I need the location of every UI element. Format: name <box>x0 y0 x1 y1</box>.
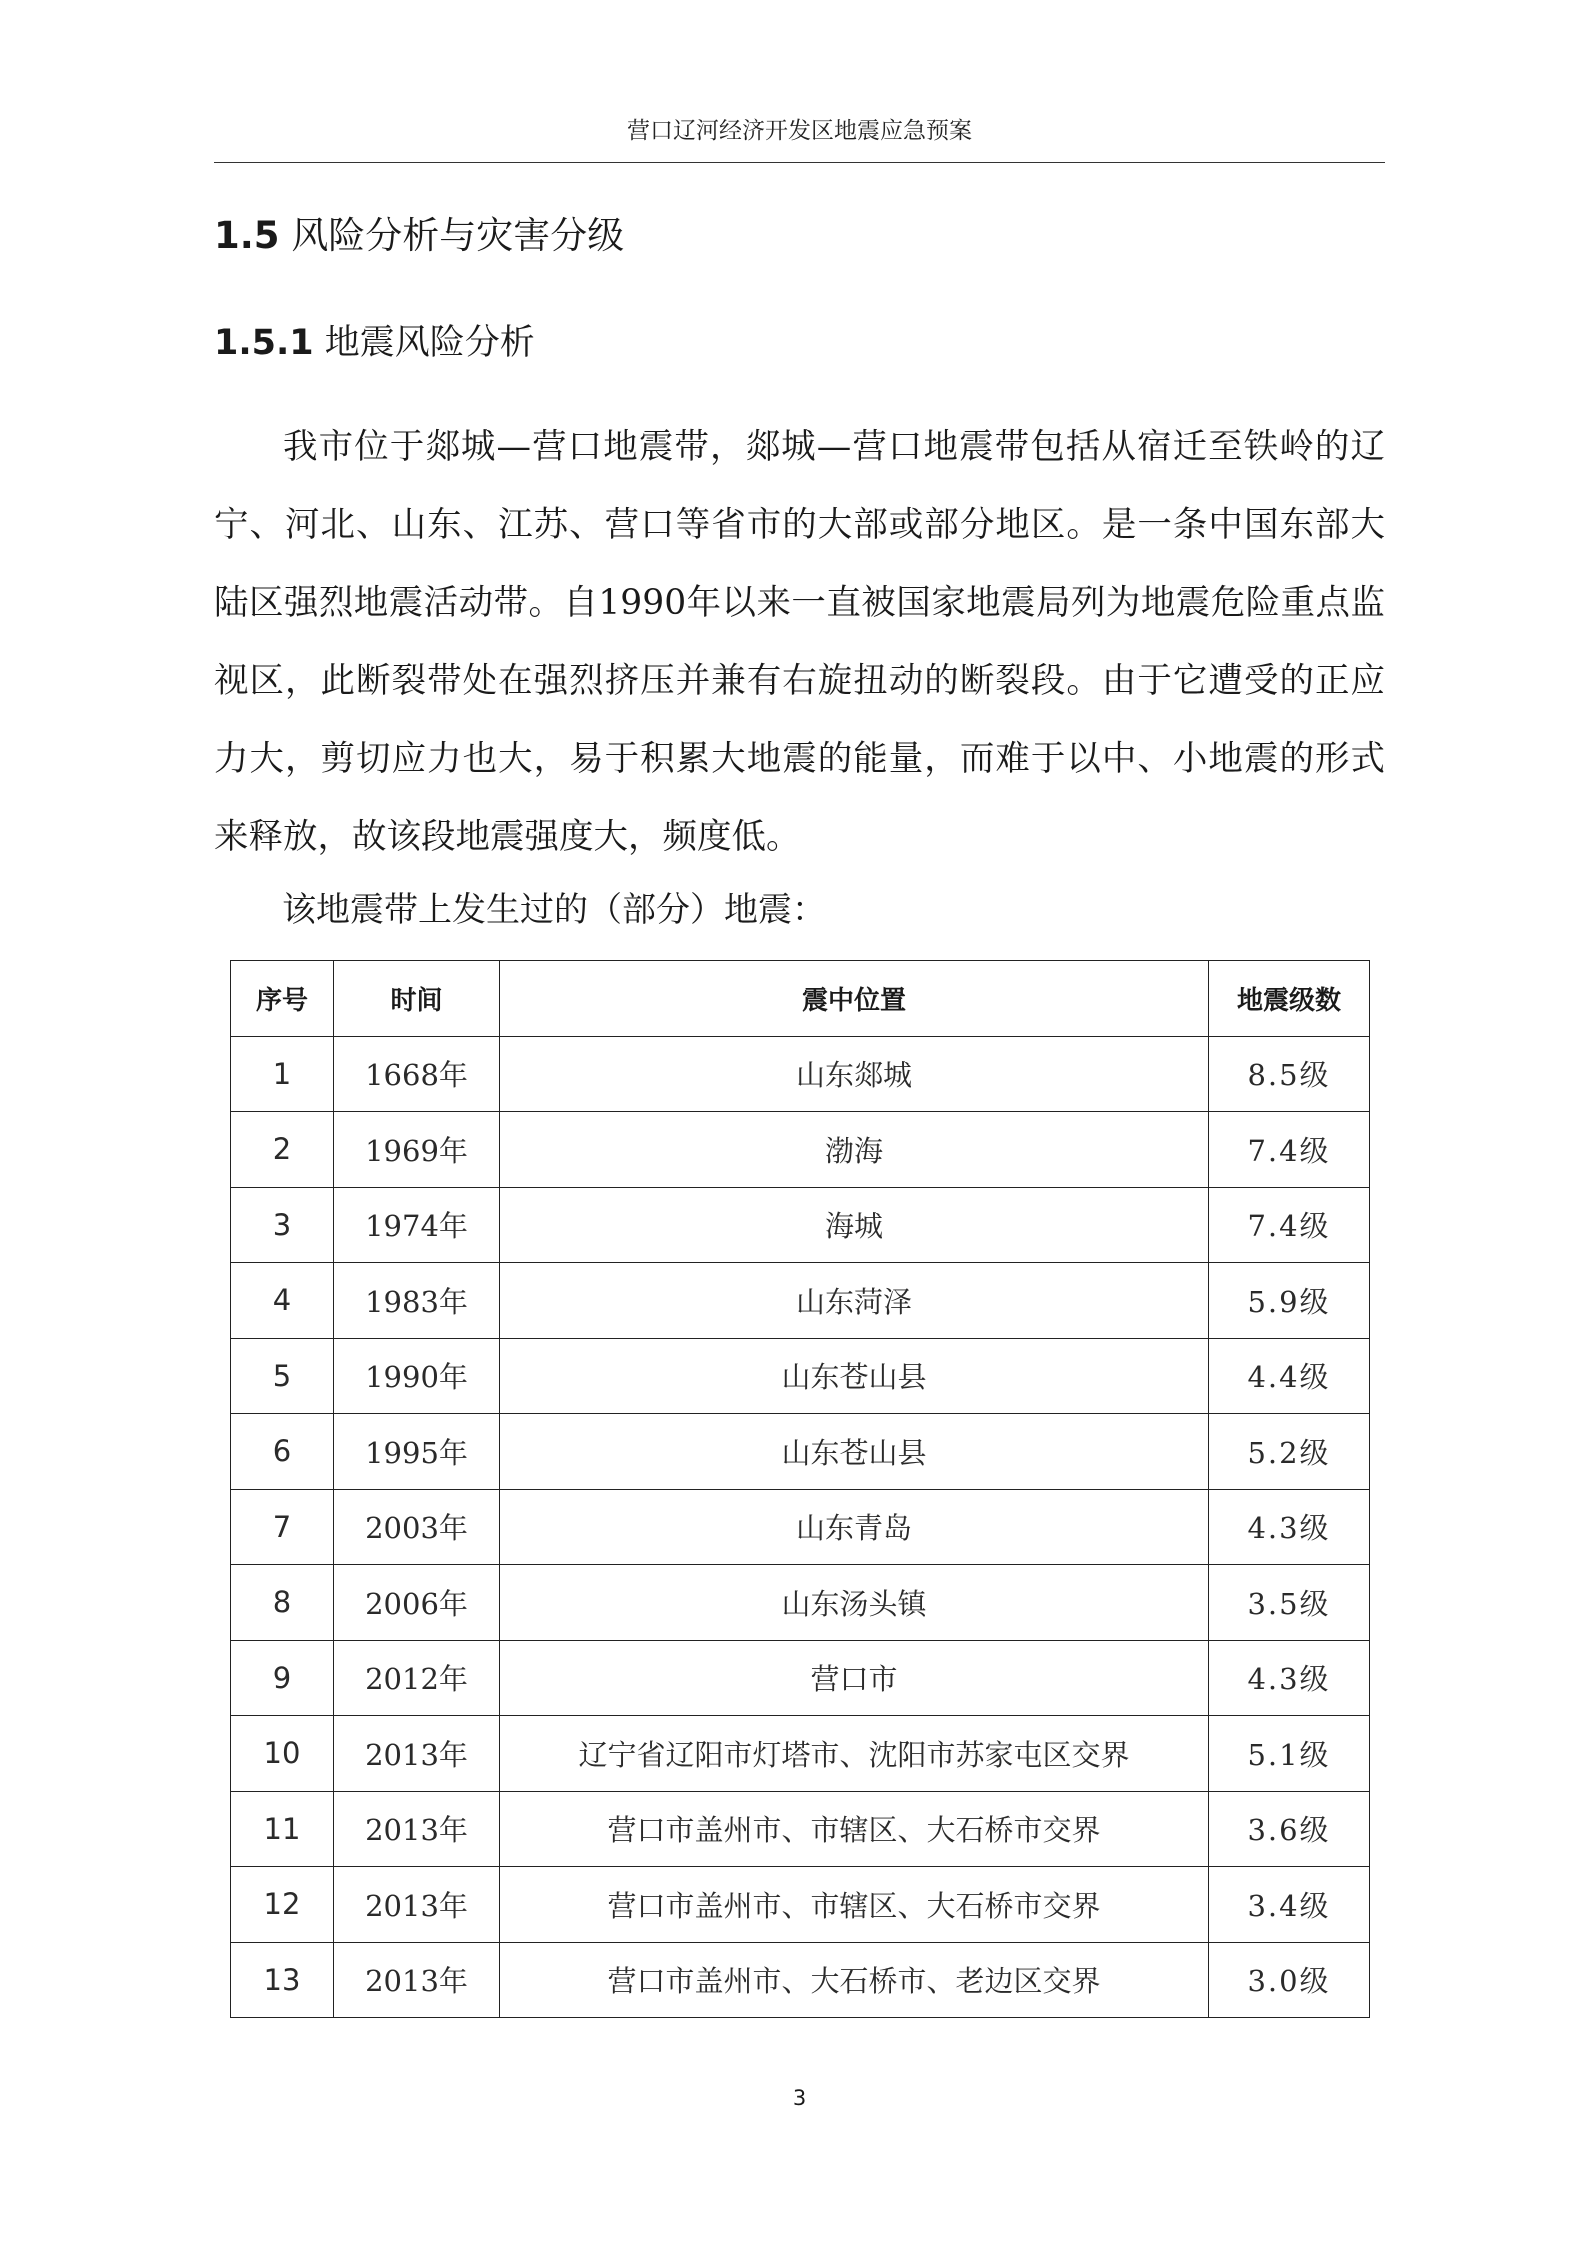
header-divider <box>214 162 1385 163</box>
cell-time: 1995年 <box>334 1414 500 1490</box>
cell-magnitude: 5.1级 <box>1209 1716 1370 1792</box>
cell-time: 2003年 <box>334 1489 500 1565</box>
cell-location: 山东汤头镇 <box>500 1565 1209 1641</box>
cell-seq: 10 <box>231 1716 334 1792</box>
table-header-row <box>231 961 1370 1037</box>
table-row <box>231 1112 1370 1188</box>
subsection-number: 1.5.1 <box>214 323 314 363</box>
cell-location: 山东苍山县 <box>500 1414 1209 1490</box>
cell-seq: 8 <box>231 1565 334 1641</box>
cell-location: 山东青岛 <box>500 1489 1209 1565</box>
section-number: 1.5 <box>214 214 280 257</box>
cell-time: 2013年 <box>334 1942 500 2018</box>
cell-time: 1983年 <box>334 1263 500 1339</box>
cell-location: 山东菏泽 <box>500 1263 1209 1339</box>
table-row <box>231 1716 1370 1792</box>
cell-magnitude: 7.4级 <box>1209 1187 1370 1263</box>
cell-seq: 7 <box>231 1489 334 1565</box>
cell-seq: 6 <box>231 1414 334 1490</box>
cell-time: 1969年 <box>334 1112 500 1188</box>
cell-location: 渤海 <box>500 1112 1209 1188</box>
cell-time: 1990年 <box>334 1338 500 1414</box>
cell-time: 2013年 <box>334 1716 500 1792</box>
cell-seq: 9 <box>231 1640 334 1716</box>
cell-location: 营口市盖州市、市辖区、大石桥市交界 <box>500 1867 1209 1943</box>
cell-location: 营口市盖州市、大石桥市、老边区交界 <box>500 1942 1209 2018</box>
cell-time: 2013年 <box>334 1791 500 1867</box>
cell-seq: 2 <box>231 1112 334 1188</box>
cell-seq: 13 <box>231 1942 334 2018</box>
cell-location: 辽宁省辽阳市灯塔市、沈阳市苏家屯区交界 <box>500 1716 1209 1792</box>
table-row <box>231 1263 1370 1339</box>
cell-location: 山东郯城 <box>500 1036 1209 1112</box>
section-title: 风险分析与灾害分级 <box>291 214 625 257</box>
cell-magnitude: 3.6级 <box>1209 1791 1370 1867</box>
cell-location: 山东苍山县 <box>500 1338 1209 1414</box>
cell-time: 1668年 <box>334 1036 500 1112</box>
table-row <box>231 1414 1370 1490</box>
page-number: 3 <box>792 2086 807 2110</box>
cell-location: 营口市盖州市、市辖区、大石桥市交界 <box>500 1791 1209 1867</box>
cell-magnitude: 5.2级 <box>1209 1414 1370 1490</box>
cell-location: 海城 <box>500 1187 1209 1263</box>
cell-magnitude: 3.0级 <box>1209 1942 1370 2018</box>
cell-seq: 5 <box>231 1338 334 1414</box>
cell-magnitude: 8.5级 <box>1209 1036 1370 1112</box>
header-location: 震中位置 <box>500 961 1209 1037</box>
body-paragraph: 我市位于郯城—营口地震带，郯城—营口地震带包括从宿迁至铁岭的辽宁、河北、山东、江苏、营口等省市的大部或部分地区。是一条中国东部大陆区强烈地震活动带。自1990年以来一直被国家地震局列为地震危险重点监视区，此断裂带处在强烈挤压并兼有右旋扭动的断裂段。由于它遭受的正应力大，剪切应力也大，易于积累大地震的能量，而难于以中、小地震的形式来释放，故该段地震强度大，频度低。 <box>214 427 1385 857</box>
cell-seq: 11 <box>231 1791 334 1867</box>
cell-magnitude: 7.4级 <box>1209 1112 1370 1188</box>
table-row <box>231 1640 1370 1716</box>
subsection-heading <box>214 315 535 365</box>
cell-seq: 1 <box>231 1036 334 1112</box>
cell-time: 1974年 <box>334 1187 500 1263</box>
cell-seq: 4 <box>231 1263 334 1339</box>
cell-magnitude: 4.3级 <box>1209 1640 1370 1716</box>
cell-location: 营口市 <box>500 1640 1209 1716</box>
header-magnitude: 地震级数 <box>1209 961 1370 1037</box>
page-header: 营口辽河经济开发区地震应急预案 <box>627 118 972 144</box>
table-intro: 该地震带上发生过的（部分）地震： <box>282 890 826 930</box>
section-heading <box>214 205 624 259</box>
cell-seq: 12 <box>231 1867 334 1943</box>
table-row <box>231 1036 1370 1112</box>
cell-seq: 3 <box>231 1187 334 1263</box>
table-row <box>231 1791 1370 1867</box>
table-row <box>231 1867 1370 1943</box>
cell-magnitude: 4.4级 <box>1209 1338 1370 1414</box>
header-seq: 序号 <box>231 961 334 1037</box>
cell-time: 2013年 <box>334 1867 500 1943</box>
cell-magnitude: 4.3级 <box>1209 1489 1370 1565</box>
subsection-title: 地震风险分析 <box>324 323 535 363</box>
table-row <box>231 1338 1370 1414</box>
cell-time: 2006年 <box>334 1565 500 1641</box>
table-row <box>231 1942 1370 2018</box>
earthquake-table <box>230 960 1370 2018</box>
cell-time: 2012年 <box>334 1640 500 1716</box>
header-time: 时间 <box>334 961 500 1037</box>
cell-magnitude: 3.4级 <box>1209 1867 1370 1943</box>
cell-magnitude: 3.5级 <box>1209 1565 1370 1641</box>
table-row <box>231 1489 1370 1565</box>
table-body <box>231 1036 1370 2018</box>
table-row <box>231 1187 1370 1263</box>
cell-magnitude: 5.9级 <box>1209 1263 1370 1339</box>
table-row <box>231 1565 1370 1641</box>
